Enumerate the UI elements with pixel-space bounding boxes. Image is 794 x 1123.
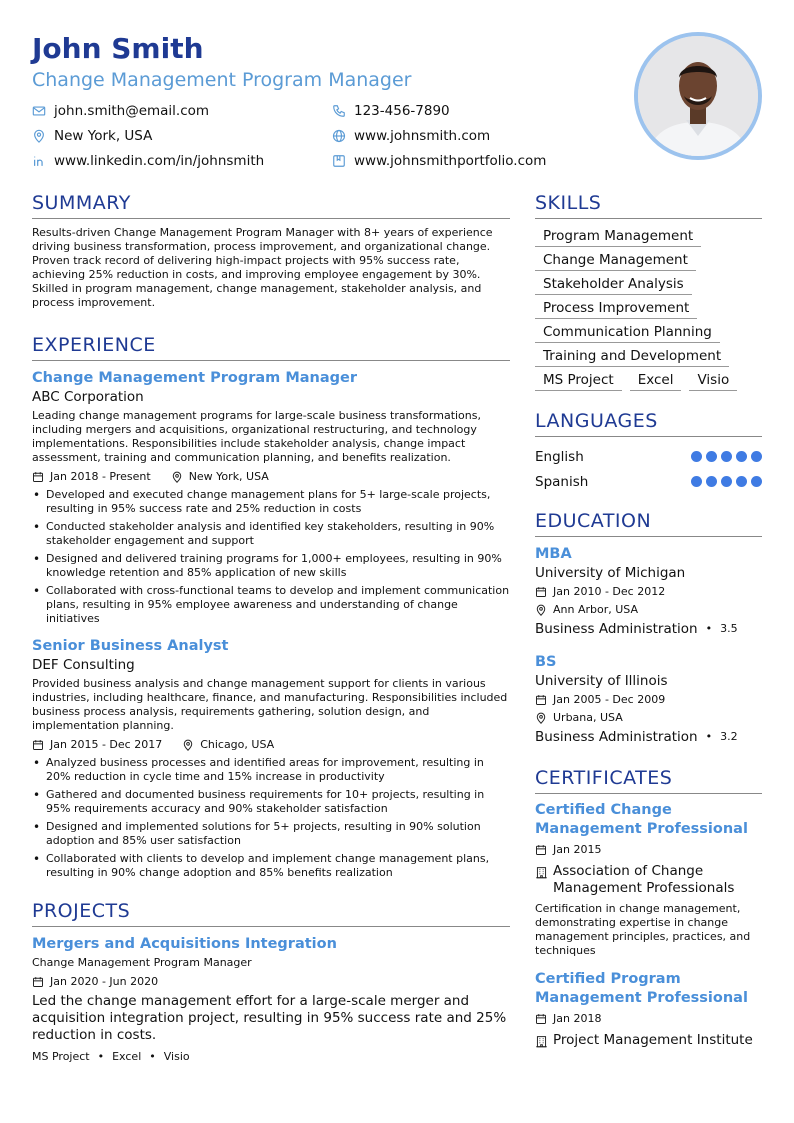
- project-title: Mergers and Acquisitions Integration: [32, 936, 337, 952]
- phone-text: 123-456-7890: [354, 102, 450, 119]
- projects-heading: PROJECTS: [32, 898, 510, 927]
- experience-item: [32, 368, 510, 626]
- skill-tag: Program Management: [535, 226, 701, 247]
- languages-heading: LANGUAGES: [535, 408, 762, 437]
- skill-tag: Training and Development: [535, 346, 729, 367]
- location-text: New York, USA: [54, 127, 153, 144]
- building-icon: [535, 1035, 548, 1048]
- certificate-date-row: [535, 1010, 762, 1028]
- skill-tag: Process Improvement: [535, 298, 697, 319]
- job-location: Chicago, USA: [200, 738, 275, 751]
- right-column: [535, 190, 762, 1049]
- education-location-row: [535, 709, 762, 727]
- summary-heading: SUMMARY: [32, 190, 510, 219]
- list-item: • Conducted stakeholder analysis and identified key stakeholders, resulting in 90% stakeholder engagement and support: [32, 520, 510, 548]
- certificate-title: Certified Change Management Professional: [535, 802, 748, 837]
- certificate-item: [535, 970, 762, 1049]
- education-dates-row: [535, 691, 762, 709]
- language-row: [535, 444, 762, 469]
- gpa-value: 3.2: [720, 730, 738, 743]
- field-name: Business Administration: [535, 621, 698, 637]
- certificate-title: Certified Program Management Professional: [535, 971, 748, 1006]
- skill-tag: Excel: [630, 370, 682, 391]
- education-heading: EDUCATION: [535, 508, 762, 537]
- skill-tag: Stakeholder Analysis: [535, 274, 692, 295]
- website-text: www.johnsmith.com: [354, 127, 491, 144]
- school-name: University of Illinois: [535, 673, 668, 689]
- avatar: [638, 36, 758, 156]
- list-item: • Developed and executed change management plans for 5+ large-scale projects, resulting in 95% success rate and 25% reduction in costs: [32, 488, 510, 516]
- calendar-icon: [32, 471, 44, 483]
- job-location: New York, USA: [188, 470, 269, 483]
- project-item: [32, 934, 510, 1063]
- degree-name: MBA: [535, 546, 572, 562]
- calendar-icon: [32, 976, 44, 988]
- proficiency-dot: [751, 451, 762, 462]
- location-pin-icon: [171, 471, 183, 483]
- education-dates: Jan 2005 - Dec 2009: [553, 693, 666, 706]
- experience-item: [32, 636, 510, 880]
- list-item: • Gathered and documented business requirements for 10+ projects, resulting in 95% requirements accuracy and 90% stakeholder satisfaction: [32, 788, 510, 816]
- language-row: [535, 469, 762, 494]
- project-dates: Jan 2020 - Jun 2020: [50, 975, 159, 988]
- contact-website[interactable]: [332, 126, 592, 145]
- language-level: [687, 451, 762, 462]
- calendar-icon: [535, 586, 547, 598]
- list-item: • Collaborated with clients to develop and implement change management plans, resulting in 90% change adoption and 85% benefits realization: [32, 852, 510, 880]
- linkedin-text: www.linkedin.com/in/johnsmith: [54, 152, 265, 169]
- certificate-date: Jan 2015: [553, 843, 602, 856]
- job-meta: [32, 737, 510, 753]
- job-dates: Jan 2015 - Dec 2017: [50, 738, 163, 751]
- skill-tag: Visio: [689, 370, 737, 391]
- education-location-row: [535, 601, 762, 619]
- project-tag: Excel: [112, 1050, 142, 1063]
- proficiency-dot: [736, 476, 747, 487]
- language-level: [687, 476, 762, 487]
- list-item: • Designed and delivered training programs for 1,000+ employees, resulting in 90% knowledge retention and 85% application of new skills: [32, 552, 510, 580]
- envelope-icon: [32, 104, 46, 118]
- left-column: [32, 190, 510, 1063]
- education-item: [535, 652, 762, 747]
- project-tags: MS Project • Excel • Visio: [32, 1050, 190, 1063]
- proficiency-dot: [751, 476, 762, 487]
- proficiency-dot: [706, 476, 717, 487]
- skill-tag: Change Management: [535, 250, 696, 271]
- candidate-title: Change Management Program Manager: [32, 69, 412, 91]
- contact-portfolio[interactable]: [332, 151, 592, 170]
- certificate-org-row: [535, 863, 762, 897]
- proficiency-dot: [721, 476, 732, 487]
- list-item: • Designed and implemented solutions for 5+ projects, resulting in 90% solution adoption and 85% user satisfaction: [32, 820, 510, 848]
- job-title: Senior Business Analyst: [32, 638, 229, 654]
- education-location: Urbana, USA: [553, 711, 623, 724]
- proficiency-dot: [721, 451, 732, 462]
- resume-header: [32, 32, 592, 170]
- contact-linkedin[interactable]: [32, 151, 332, 170]
- contact-email[interactable]: [32, 101, 332, 120]
- proficiency-dot: [706, 451, 717, 462]
- calendar-icon: [535, 694, 547, 706]
- language-name: English: [535, 448, 584, 465]
- location-pin-icon: [182, 739, 194, 751]
- job-bullets: [32, 488, 510, 626]
- list-item: • Collaborated with cross-functional teams to develop and implement communication plans, resulting in 95% employee awareness and understanding of change initiatives: [32, 584, 510, 626]
- contact-location: [32, 126, 332, 145]
- project-tag: MS Project: [32, 1050, 90, 1063]
- company-name: ABC Corporation: [32, 389, 144, 405]
- project-role: Change Management Program Manager: [32, 956, 252, 969]
- building-icon: [535, 866, 548, 879]
- education-field: Business Administration • 3.5: [535, 621, 738, 637]
- profile-photo: [634, 32, 762, 160]
- language-name: Spanish: [535, 473, 589, 490]
- portfolio-text: www.johnsmithportfolio.com: [354, 152, 547, 169]
- proficiency-dot: [691, 451, 702, 462]
- certificate-date: Jan 2018: [553, 1012, 602, 1025]
- job-description: Provided business analysis and change management support for clients in various industries, including healthcare, finance, and manufacturing. Responsibilities included business process analysis, requirements gathering, solution design, and implementation planning.: [32, 677, 508, 732]
- calendar-icon: [535, 844, 547, 856]
- certificate-date-row: [535, 841, 762, 859]
- proficiency-dot: [736, 451, 747, 462]
- location-pin-icon: [535, 712, 547, 724]
- project-tag: Visio: [163, 1050, 190, 1063]
- education-dates-row: [535, 583, 762, 601]
- location-pin-icon: [32, 129, 46, 143]
- job-meta: [32, 469, 510, 485]
- education-location: Ann Arbor, USA: [553, 603, 639, 616]
- phone-icon: [332, 104, 346, 118]
- summary-text: Results-driven Change Management Program Manager with 8+ years of experience driving business transformation, process improvement, and organizational change. Proven track record of delivering high-impact projects with 95% success rate, achieving 25% reduction in costs, and improving employee engagement by 30%. Skilled in program management, change management, stakeholder analysis, and process improvement.: [32, 226, 493, 309]
- certificate-org: Project Management Institute: [553, 1032, 753, 1048]
- linkedin-icon: [32, 154, 46, 168]
- contact-info: [32, 101, 592, 170]
- portfolio-icon: [332, 154, 346, 168]
- education-dates: Jan 2010 - Dec 2012: [553, 585, 666, 598]
- certificate-item: [535, 801, 762, 958]
- skills-heading: SKILLS: [535, 190, 762, 219]
- education-field: Business Administration • 3.2: [535, 729, 738, 745]
- list-item: • Analyzed business processes and identified areas for improvement, resulting in 20% reduction in cycle time and 15% increase in productivity: [32, 756, 510, 784]
- skill-tag: Communication Planning: [535, 322, 720, 343]
- candidate-name: John Smith: [32, 32, 204, 65]
- job-bullets: [32, 756, 510, 880]
- degree-name: BS: [535, 654, 557, 670]
- proficiency-dot: [691, 476, 702, 487]
- certificate-org-row: [535, 1032, 762, 1049]
- certificates-heading: CERTIFICATES: [535, 765, 762, 794]
- email-text: john.smith@email.com: [54, 102, 210, 119]
- project-meta: [32, 974, 510, 990]
- project-description: Led the change management effort for a large-scale merger and acquisition integration project, resulting in 95% success rate and 25% reduction in costs.: [32, 993, 507, 1043]
- certificate-description: Certification in change management, demonstrating expertise in change management principles, practices, and techniques: [535, 902, 751, 957]
- experience-heading: EXPERIENCE: [32, 332, 510, 361]
- globe-icon: [332, 129, 346, 143]
- gpa-value: 3.5: [720, 622, 738, 635]
- company-name: DEF Consulting: [32, 657, 135, 673]
- certificate-org: Association of Change Management Professionals: [553, 863, 735, 896]
- calendar-icon: [32, 739, 44, 751]
- location-pin-icon: [535, 604, 547, 616]
- education-item: [535, 544, 762, 639]
- field-name: Business Administration: [535, 729, 698, 745]
- contact-phone[interactable]: [332, 101, 592, 120]
- job-description: Leading change management programs for large-scale business transformations, including mergers and acquisitions, organizational restructuring, and technology implementations. Responsibilities include stakeholder analysis, change impact assessment, training and communication planning, and benefits realization.: [32, 409, 481, 464]
- skills-list: [535, 226, 762, 394]
- calendar-icon: [535, 1013, 547, 1025]
- school-name: University of Michigan: [535, 565, 686, 581]
- skill-tag: MS Project: [535, 370, 622, 391]
- job-dates: Jan 2018 - Present: [50, 470, 151, 483]
- job-title: Change Management Program Manager: [32, 370, 358, 386]
